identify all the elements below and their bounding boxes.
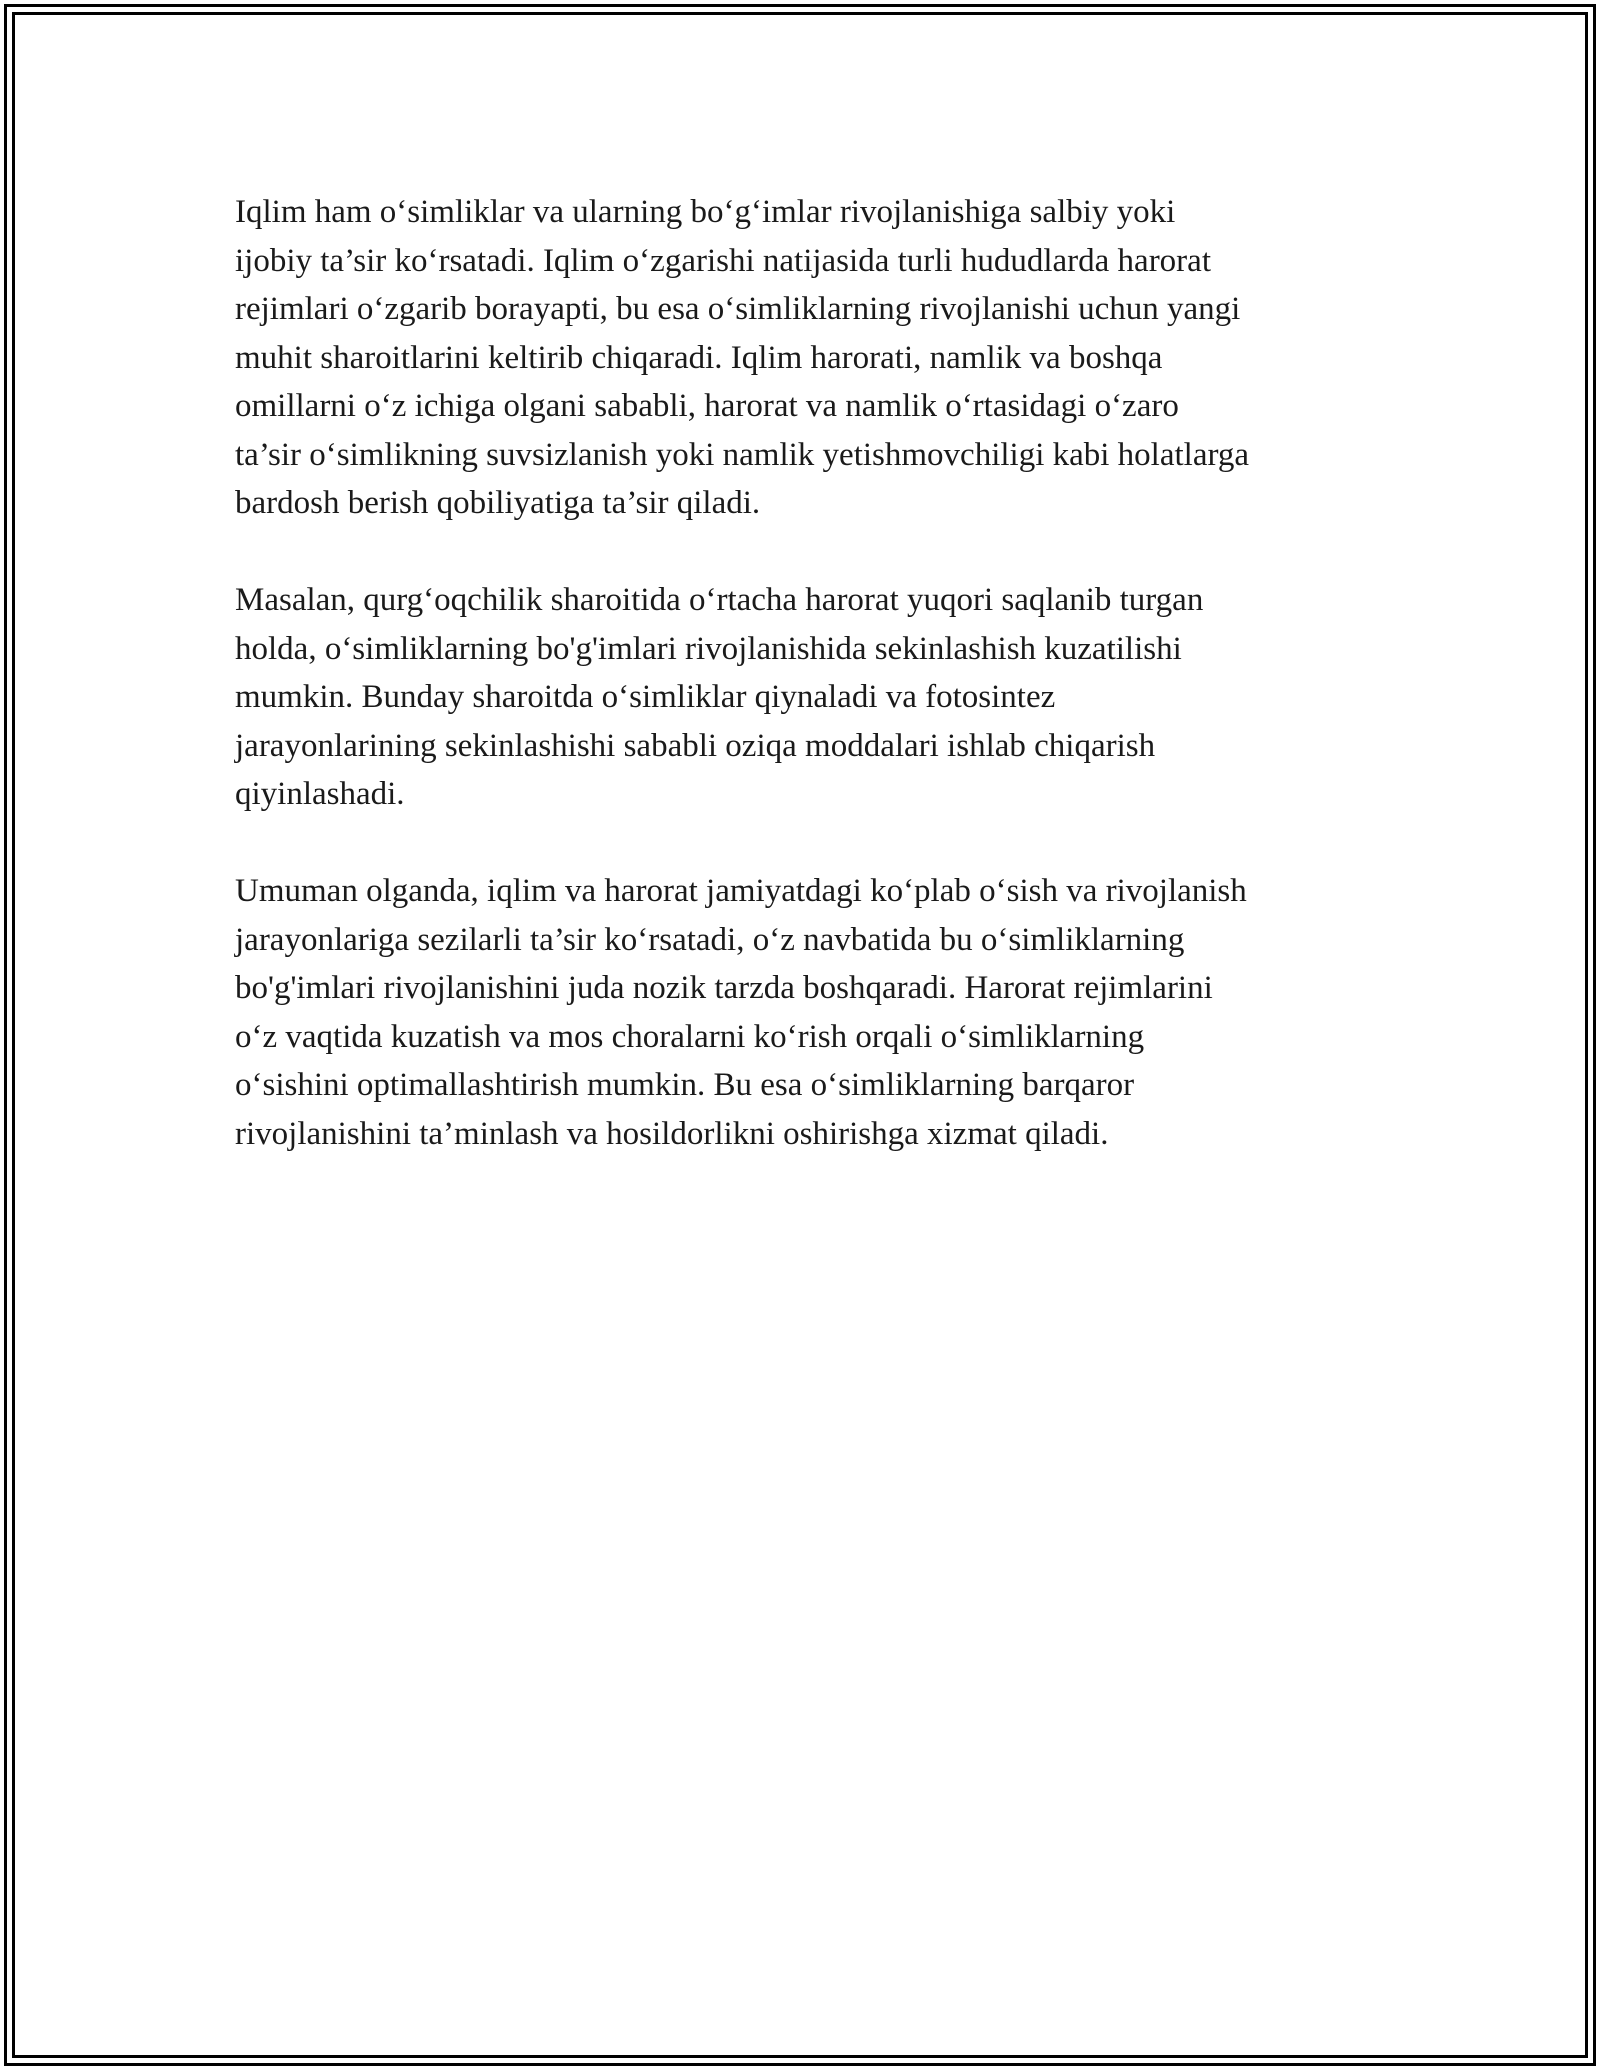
paragraph-2: Masalan, qurg‘oqchilik sharoitida o‘rtacha harorat yuqori saqlanib turgan holda, o‘simliklarning bo'g'imlari rivojlanishida sekinlashish kuzatilishi mumkin. Bunday sharoitda o‘simliklar qiynaladi va fotosintez jarayonlarining sekinlashishi sababli oziqa moddalari ishlab chiqarish qiyinlashadi. [235, 582, 1204, 812]
document-body [235, 188, 1385, 1207]
paragraph-3: Umuman olganda, iqlim va harorat jamiyatdagi ko‘plab o‘sish va rivojlanish jarayonlariga sezilarli ta’sir ko‘rsatadi, o‘z navbatida bu o‘simliklarning bo'g'imlari rivojlanishini juda nozik tarzda boshqaradi. Harorat rejimlarini o‘z vaqtida kuzatish va mos choralarni ko‘rish orqali o‘simliklarning o‘sishini optimallashtirish mumkin. Bu esa o‘simliklarning barqaror rivojlanishini ta’minlash va hosildorlikni oshirishga xizmat qiladi. [235, 873, 1247, 1152]
paragraph-1: Iqlim ham o‘simliklar va ularning bo‘g‘imlar rivojlanishiga salbiy yoki ijobiy ta’sir ko‘rsatadi. Iqlim o‘zgarishi natijasida turli hududlarda harorat rejimlari o‘zgarib borayapti, bu esa o‘simliklarning rivojlanishi uchun yangi muhit sharoitlarini keltirib chiqaradi. Iqlim harorati, namlik va boshqa omillarni o‘z ichiga olgani sababli, harorat va namlik o‘rtasidagi o‘zaro ta’sir o‘simlikning suvsizlanish yoki namlik yetishmovchiligi kabi holatlarga bardosh berish qobiliyatiga ta’sir qiladi. [235, 194, 1250, 521]
